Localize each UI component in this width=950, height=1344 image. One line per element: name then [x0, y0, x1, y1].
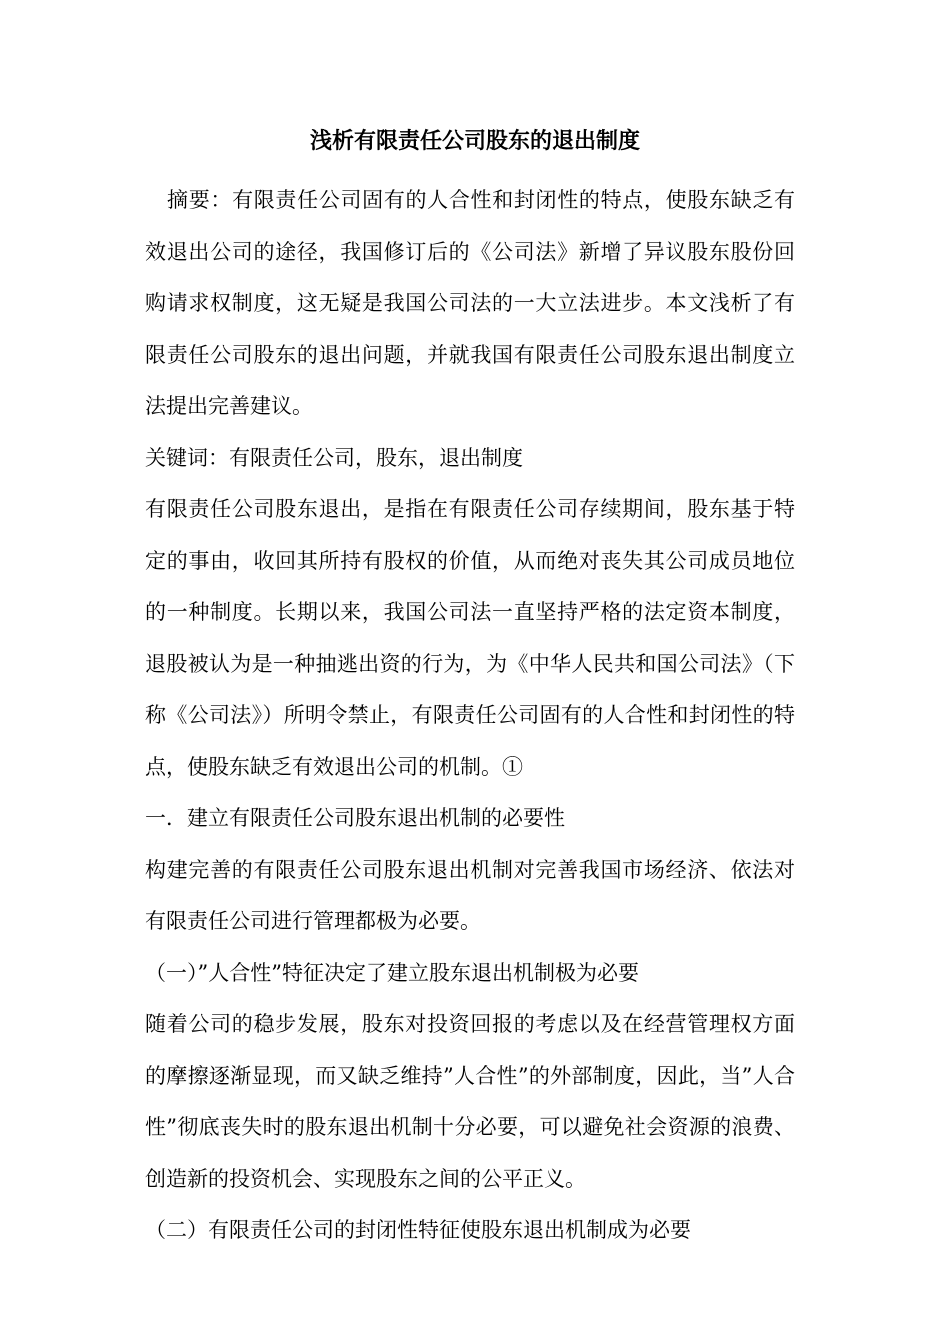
section-1-paragraph: 构建完善的有限责任公司股东退出机制对完善我国市场经济、依法对有限责任公司进行管理都极为必要。: [145, 857, 795, 933]
subsection-1-paragraph: 随着公司的稳步发展，股东对投资回报的考虑以及在经营管理权方面的摩擦逐渐显现，而又缺乏维持”人合性”的外部制度，因此，当”人合性”彻底丧失时的股东退出机制十分必要，可以避免社会资源的浪费、创造新的投资机会、实现股东之间的公平正义。: [145, 1012, 795, 1191]
intro-paragraph: 有限责任公司股东退出，是指在有限责任公司存续期间，股东基于特定的事由，收回其所持有股权的价值，从而绝对丧失其公司成员地位的一种制度。长期以来，我国公司法一直坚持严格的法定资本制度，退股被认为是一种抽逃出资的行为，为《中华人民共和国公司法》（下称《公司法》）所明令禁止，有限责任公司固有的人合性和封闭性的特点，使股东缺乏有效退出公司的机制。①: [145, 497, 795, 779]
abstract-paragraph: 摘要：有限责任公司固有的人合性和封闭性的特点，使股东缺乏有效退出公司的途径，我国修订后的《公司法》新增了异议股东股份回购请求权制度，这无疑是我国公司法的一大立法进步。本文浅析了有限责任公司股东的退出问题，并就我国有限责任公司股东退出制度立法提出完善建议。: [145, 188, 795, 418]
document-title: 浅析有限责任公司股东的退出制度: [309, 128, 640, 154]
subsection-1-heading: （一）”人合性”特征决定了建立股东退出机制极为必要: [145, 960, 639, 985]
section-1-heading: 一．建立有限责任公司股东退出机制的必要性: [145, 806, 565, 830]
document-body: [145, 175, 795, 1257]
subsection-2-heading: （二）有限责任公司的封闭性特征使股东退出机制成为必要: [145, 1218, 691, 1242]
keywords-line: 关键词：有限责任公司，股东，退出制度: [145, 445, 523, 470]
